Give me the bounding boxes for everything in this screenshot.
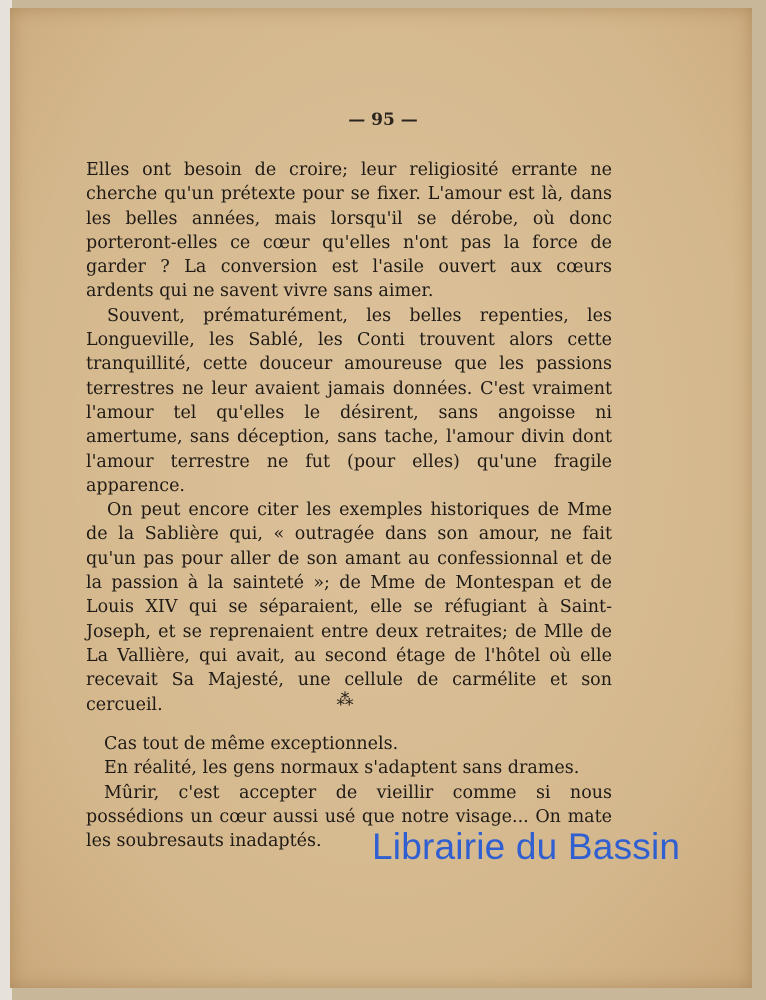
paragraph-2: Souvent, prématurément, les belles repenties, les Longueville, les Sablé, les Conti trouvent alors cette tranquillité, cette douceur amoureuse que les passions terrestres ne leur avaient jamais données. C'est vraiment l'amour tel qu'elles le désirent, sans angoisse ni amertume, sans déception, sans tache, l'amour divin dont l'amour terrestre ne fut (pour elles) qu'une fragile apparence. — [86, 305, 612, 496]
paragraph-1: Elles ont besoin de croire; leur religiosité errante ne cherche qu'un prétexte pour se fixer. L'amour est là, dans les belles années, mais lorsqu'il se dérobe, où donc porteront-elles ce cœur qu'elles n'ont pas la force de garder ? La conversion est l'asile ouvert aux cœurs ardents qui ne savent vivre sans aimer. — [86, 160, 612, 302]
closing-line-1: Cas tout de même exceptionnels. — [104, 734, 399, 754]
closing-line-3: Mûrir, c'est accepter de vieillir comme si nous possédions un cœur aussi usé que notre visage... On mate les soubresauts inadaptés. — [86, 782, 612, 852]
paragraph-3: On peut encore citer les exemples historiques de Mme de la Sablière qui, « outragée dans son amour, ne fait qu'un pas pour aller de son amant au confessionnal et de la passion à la sainteté »; de Mme de Montespan et de Louis XIV qui se séparaient, elle se réfugiant à Saint-Joseph, et se reprenaient entre deux retraites; de Mlle de La Vallière, qui avait, au second étage de l'hôtel où elle recevait Sa Majesté, une cellule de carmélite et son cercueil. — [86, 500, 612, 715]
closing-line-2: En réalité, les gens normaux s'adaptent sans drames. — [104, 758, 580, 779]
page-number: — 95 — — [348, 110, 418, 130]
watermark-text: Librairie du Bassin — [372, 826, 681, 867]
body-text — [86, 158, 612, 717]
section-separator: ⁂ — [336, 690, 354, 710]
